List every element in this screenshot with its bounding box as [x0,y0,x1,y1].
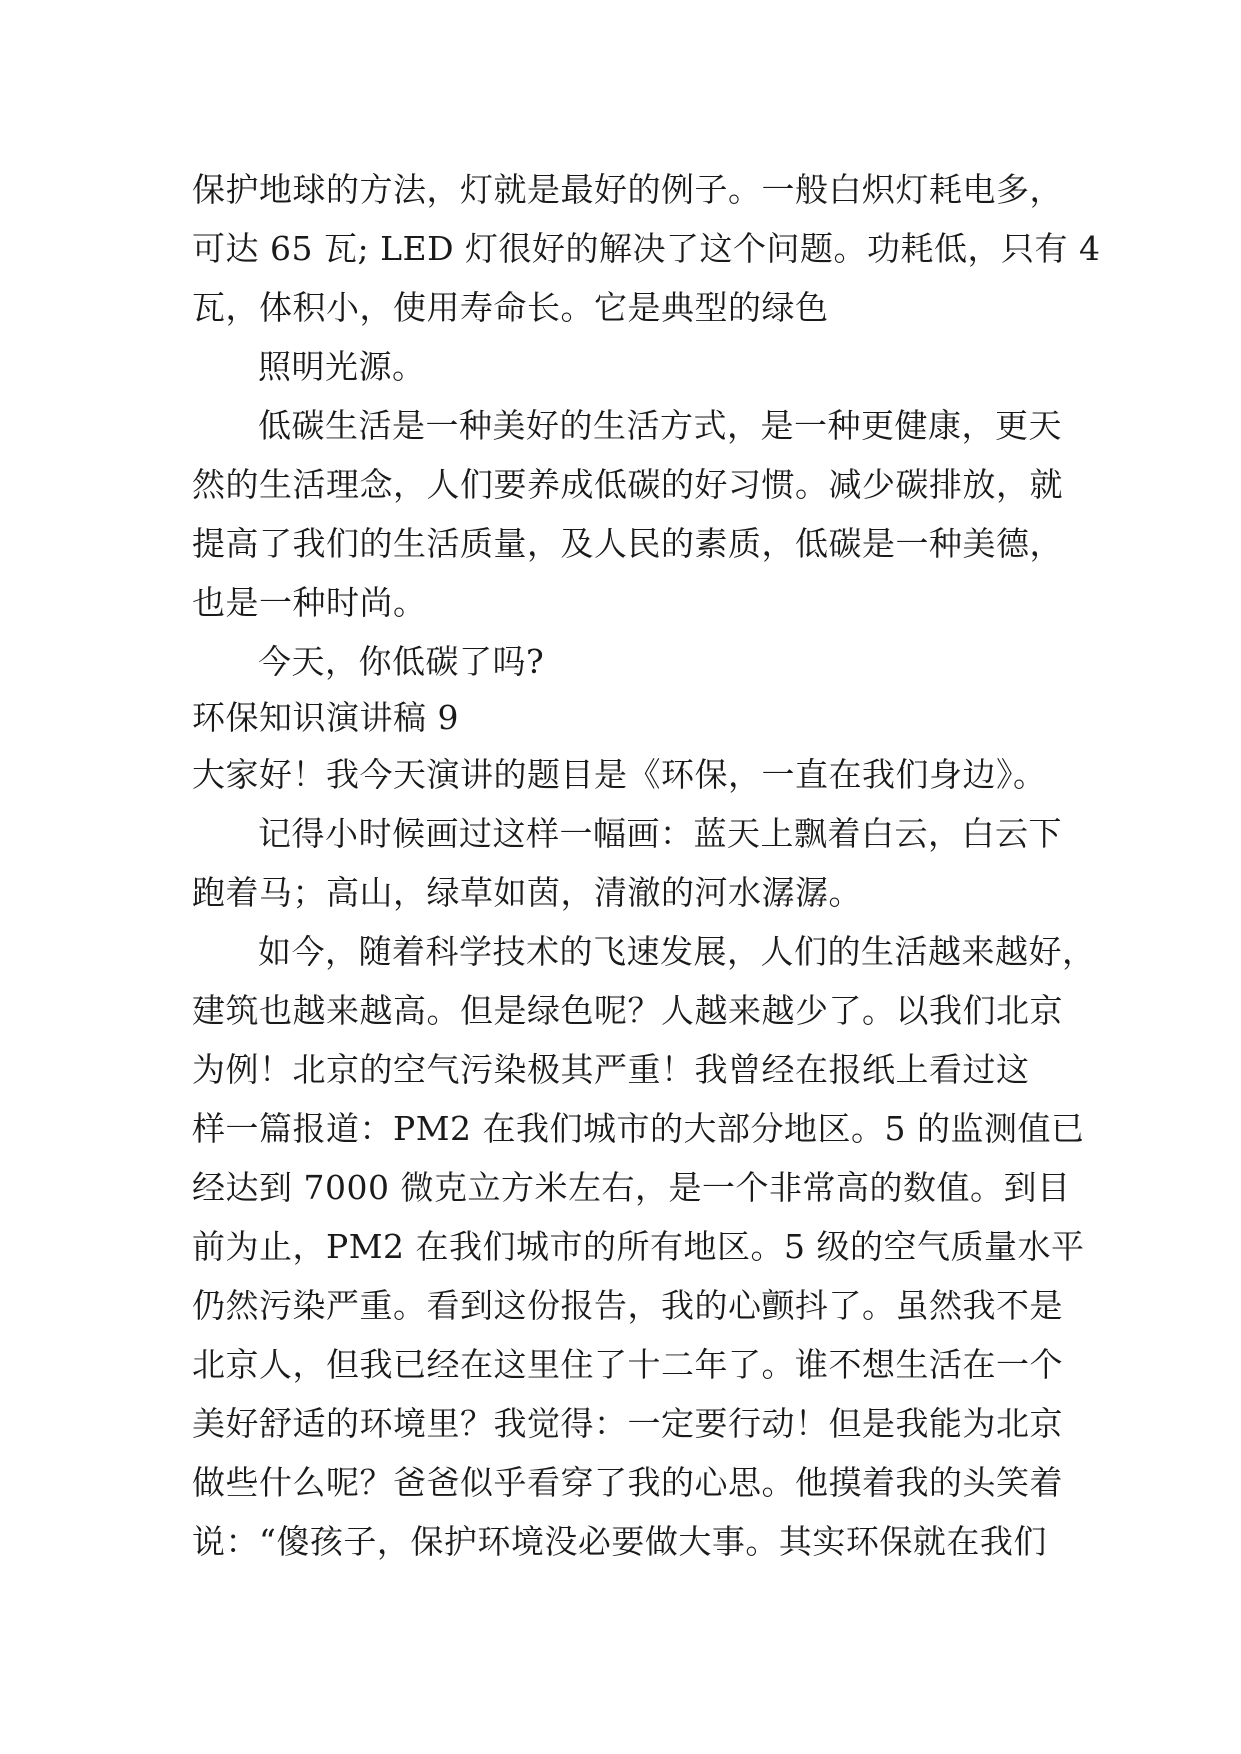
text-line: 样一篇报道：PM2 在我们城市的大部分地区。5 的监测值已 [192,1109,1085,1148]
text-line: 说：“傻孩子，保护环境没必要做大事。其实环保就在我们 [192,1522,1047,1561]
greeting-line: 大家好！我今天演讲的题目是《环保，一直在我们身边》。 [192,755,1047,794]
text-line: 经达到 7000 微克立方米左右，是一个非常高的数值。到目 [192,1168,1071,1207]
text-line: 美好舒适的环境里？我觉得：一定要行动！但是我能为北京 [192,1404,1063,1443]
paragraph-first-line: 记得小时候画过这样一幅画：蓝天上飘着白云，白云下 [258,814,1062,853]
paragraph-first-line: 今天，你低碳了吗? [258,642,545,681]
text-line: 建筑也越来越高。但是绿色呢？人越来越少了。以我们北京 [192,991,1063,1030]
text-line: 瓦，体积小，使用寿命长。它是典型的绿色 [192,288,829,327]
paragraph-first-line: 如今，随着科学技术的飞速发展，人们的生活越来越好， [258,932,1096,971]
text-line: 北京人，但我已经在这里住了十二年了。谁不想生活在一个 [192,1345,1063,1384]
text-line: 也是一种时尚。 [192,583,427,622]
text-line: 前为止，PM2 在我们城市的所有地区。5 级的空气质量水平 [192,1227,1085,1266]
text-line: 然的生活理念，人们要养成低碳的好习惯。减少碳排放，就 [192,465,1063,504]
text-line: 为例！北京的空气污染极其严重！我曾经在报纸上看过这 [192,1050,1030,1089]
text-line: 可达 65 瓦; LED 灯很好的解决了这个问题。功耗低，只有 4 [192,229,1101,268]
text-line: 保护地球的方法，灯就是最好的例子。一般白炽灯耗电多， [192,170,1063,209]
text-line: 做些什么呢？爸爸似乎看穿了我的心思。他摸着我的头笑着 [192,1463,1063,1502]
section-title: 环保知识演讲稿 9 [192,698,459,737]
text-line: 提高了我们的生活质量，及人民的素质，低碳是一种美德， [192,524,1063,563]
text-line: 仍然污染严重。看到这份报告，我的心颤抖了。虽然我不是 [192,1286,1063,1325]
text-line: 跑着马；高山，绿草如茵，清澈的河水潺潺。 [192,873,862,912]
paragraph-first-line: 低碳生活是一种美好的生活方式，是一种更健康，更天 [258,406,1062,445]
text-line: 照明光源。 [258,347,426,386]
